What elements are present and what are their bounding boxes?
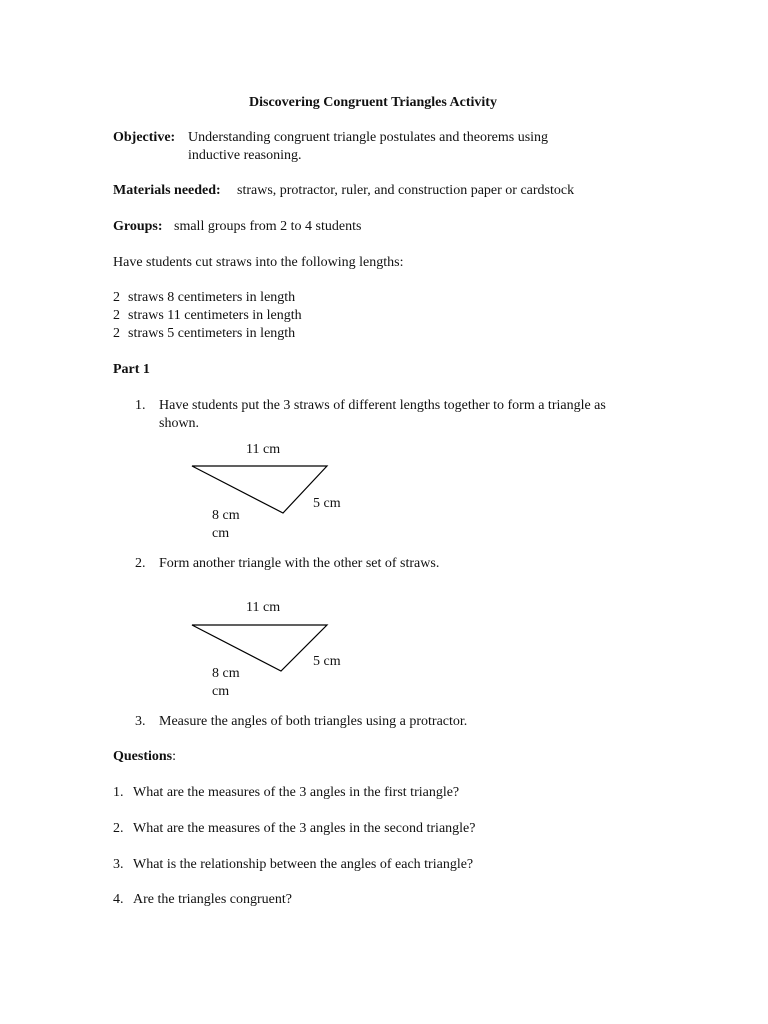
instruction-text: Have students cut straws into the following lengths: [113, 255, 404, 270]
objective-label: Objective: [113, 130, 176, 145]
triangle-1-right-label: 5 cm [313, 496, 341, 511]
questions-heading-text: Questions [113, 749, 173, 764]
question-text: What are the measures of the 3 angles in the second triangle? [133, 821, 476, 836]
triangle-2-right-label: 5 cm [313, 654, 341, 669]
triangle-2-top-label: 11 cm [246, 600, 281, 615]
materials-label: Materials needed: [113, 183, 221, 198]
part1-heading: Part 1 [113, 362, 150, 377]
question-number: 4. [113, 892, 124, 907]
question-text: What are the measures of the 3 angles in the first triangle? [133, 785, 460, 800]
question-number: 3. [113, 857, 124, 872]
step-text-line1: Measure the angles of both triangles using a protractor. [159, 714, 468, 729]
triangle-2-left-label: 8 cm [212, 666, 240, 681]
straw-count: 2 [113, 308, 120, 323]
question-number: 2. [113, 821, 124, 836]
question-text: Are the triangles congruent? [133, 892, 292, 907]
triangle-1-top-label: 11 cm [246, 442, 281, 457]
straw-count: 2 [113, 326, 120, 341]
step-text-line2: shown. [159, 416, 200, 431]
objective-text-line1: Understanding congruent triangle postulates and theorems using [188, 130, 549, 145]
step-number: 3. [135, 714, 146, 729]
straw-item: straws 11 centimeters in length [128, 308, 302, 323]
materials-text: straws, protractor, ruler, and construction paper or cardstock [237, 183, 575, 198]
objective-text-line2: inductive reasoning. [188, 148, 302, 163]
question-text: What is the relationship between the angles of each triangle? [133, 857, 474, 872]
triangle-2-left-label-unit: cm [212, 684, 230, 699]
step-text-line1: Form another triangle with the other set of straws. [159, 556, 440, 571]
straw-count: 2 [113, 290, 120, 305]
triangle-1-left-label-unit: cm [212, 526, 230, 541]
straw-item: straws 5 centimeters in length [128, 326, 296, 341]
step-text-line1: Have students put the 3 straws of different lengths together to form a triangle as [159, 398, 606, 413]
page-title: Discovering Congruent Triangles Activity [249, 95, 497, 110]
question-number: 1. [113, 785, 124, 800]
straw-item: straws 8 centimeters in length [128, 290, 296, 305]
questions-heading-suffix: : [172, 749, 177, 764]
step-number: 2. [135, 556, 146, 571]
groups-label: Groups: [113, 219, 163, 234]
triangle-1-left-label: 8 cm [212, 508, 240, 523]
questions-heading [113, 748, 176, 766]
groups-text: small groups from 2 to 4 students [174, 219, 362, 234]
step-number: 1. [135, 398, 146, 413]
